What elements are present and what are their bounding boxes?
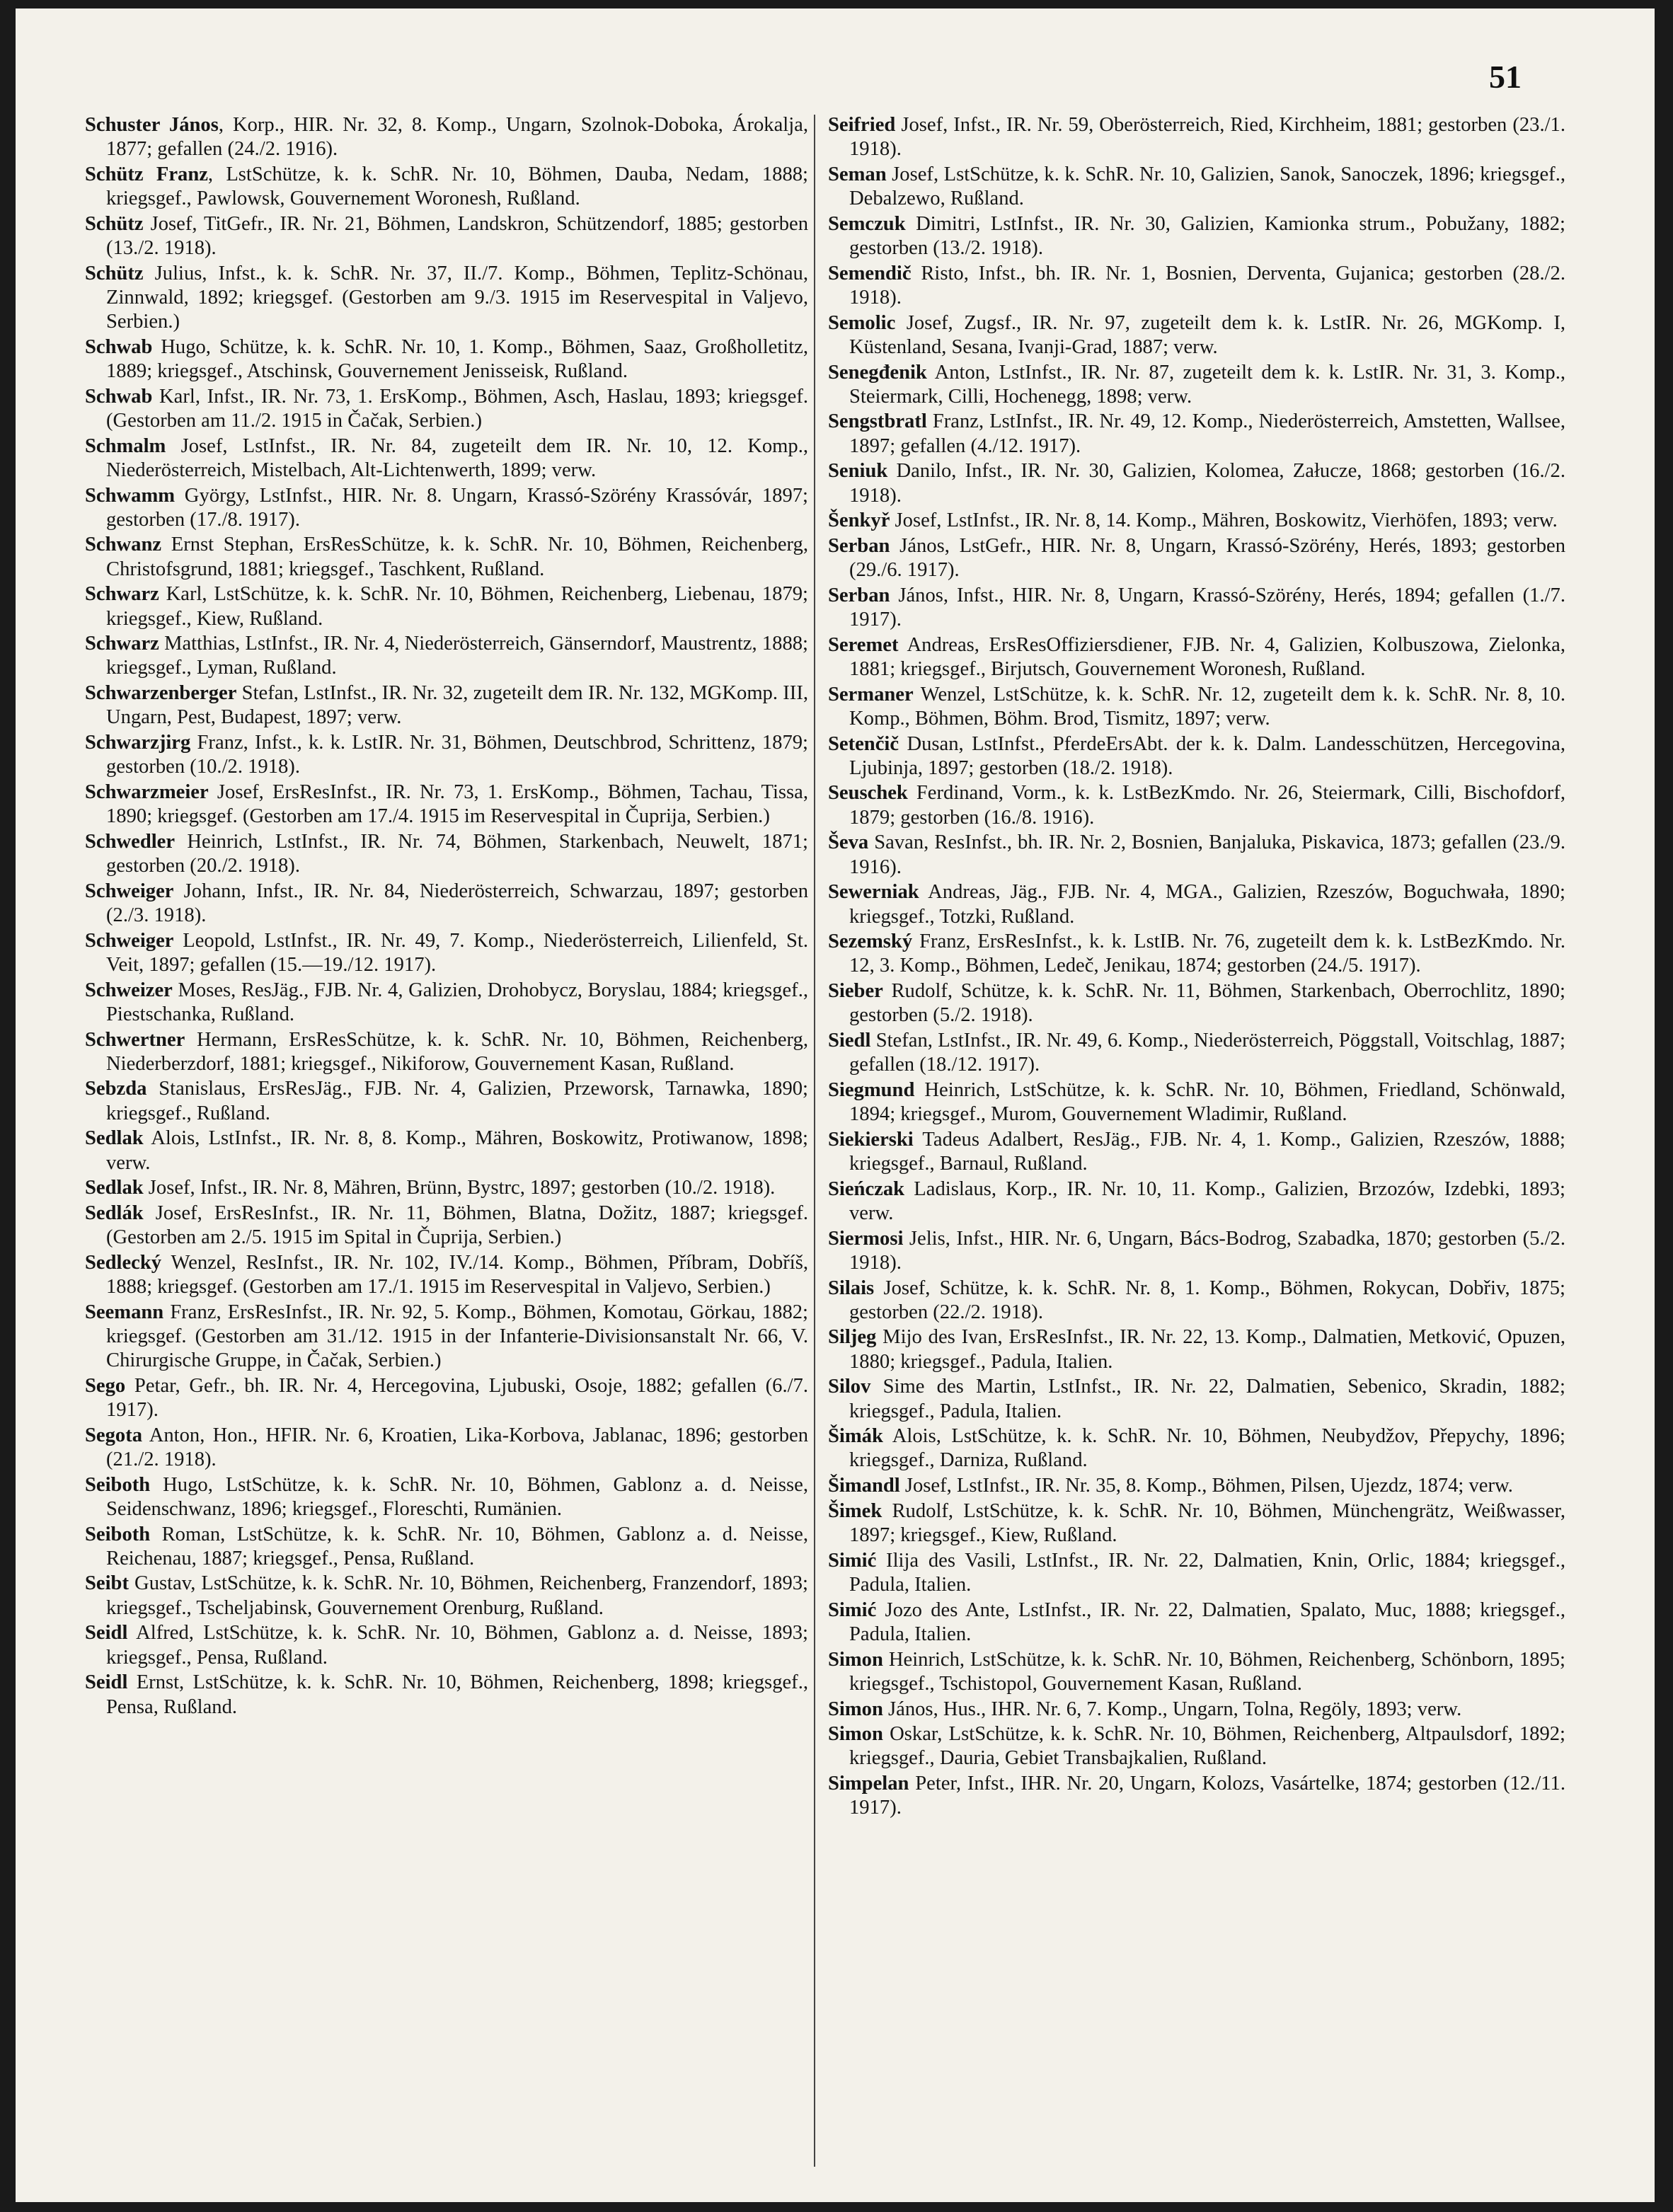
entry-details: Hermann, ErsResSchütze, k. k. SchR. Nr. 10, Böhmen, Reichenberg, Niederberzdorf, 1881; kriegsgef., Nikiforow, Gouvernement Kasan, Rußland.	[106, 1028, 808, 1075]
entry-details: Franz, LstInfst., IR. Nr. 49, 12. Komp., Niederösterreich, Amstetten, Wallsee, 1897; gefallen (4./12. 1917).	[849, 410, 1565, 457]
entry-surname: Senegđenik	[828, 361, 927, 384]
entry-surname: Seman	[828, 163, 887, 185]
register-entry	[828, 1648, 1565, 1696]
entry-details: Anton, Hon., HFIR. Nr. 6, Kroatien, Lika-Korbova, Jablanac, 1896; gestorben (21./2. 1918).	[106, 1424, 808, 1470]
entry-details: György, LstInfst., HIR. Nr. 8. Ungarn, Krassó-Szörény Krassóvár, 1897; gestorben (17./8. 1917).	[106, 484, 808, 531]
entry-details: Ilija des Vasili, LstInfst., IR. Nr. 22, Dalmatien, Knin, Orlic, 1884; kriegsgef., Padula, Italien.	[849, 1549, 1565, 1596]
entry-details: Josef, ErsResInfst., IR. Nr. 73, 1. ErsKomp., Böhmen, Tachau, Tissa, 1890; kriegsgef. (Gestorben am 17./4. 1915 im Reservespital in Čuprija, Serbien.)	[106, 780, 808, 828]
entry-surname: Sengstbratl	[828, 410, 927, 433]
entry-details: Josef, ErsResInfst., IR. Nr. 11, Böhmen, Blatna, Dožitz, 1887; kriegsgef. (Gestorben am 2./5. 1915 im Spital in Čuprija, Serbien.)	[106, 1202, 808, 1249]
entry-details: Risto, Infst., bh. IR. Nr. 1, Bosnien, Derventa, Gujanica; gestorben (28./2. 1918).	[849, 262, 1565, 309]
entry-surname: Sermaner	[828, 683, 914, 705]
register-entry	[828, 584, 1565, 632]
entry-details: Rudolf, LstSchütze, k. k. SchR. Nr. 10, Böhmen, Münchengrätz, Weißwasser, 1897; kriegsgef., Kiew, Rußland.	[849, 1499, 1565, 1547]
register-entry	[828, 1177, 1565, 1226]
register-entry	[85, 1572, 808, 1620]
entry-details: Alois, LstInfst., IR. Nr. 8, 8. Komp., Mähren, Boskowitz, Protiwanow, 1898; verw.	[106, 1127, 808, 1174]
entry-surname: Semczuk	[828, 212, 906, 235]
register-entry	[828, 311, 1565, 359]
entry-surname: Simon	[828, 1648, 883, 1671]
entry-surname: Schuster János	[85, 114, 219, 136]
entry-surname: Simpelan	[828, 1773, 909, 1795]
right-column	[828, 113, 1565, 1821]
entry-details: Ernst Stephan, ErsResSchütze, k. k. SchR. Nr. 10, Böhmen, Reichenberg, Christofsgrund, 1881; kriegsgef., Taschkent, Rußland.	[106, 534, 808, 580]
entry-surname: Sedlecký	[85, 1251, 162, 1274]
register-entry	[828, 262, 1565, 310]
register-entry	[828, 979, 1565, 1027]
entry-details: Mijo des Ivan, ErsResInfst., IR. Nr. 22, 13. Komp., Dalmatien, Metković, Opuzen, 1880; kriegsgef., Padula, Italien.	[849, 1326, 1565, 1373]
register-entry	[828, 1277, 1565, 1325]
register-entry	[85, 1424, 808, 1472]
register-entry	[85, 582, 808, 630]
entry-surname: Šenkyř	[828, 509, 890, 532]
register-entry	[85, 731, 808, 779]
entry-details: Jozo des Ante, LstInfst., IR. Nr. 22, Dalmatien, Spalato, Muc, 1888; kriegsgef., Padula, Italien.	[849, 1598, 1565, 1645]
entry-details: Ferdinand, Vorm., k. k. LstBezKmdo. Nr. 26, Steiermark, Cilli, Bischofdorf, 1879; gestorben (16./8. 1916).	[849, 782, 1565, 829]
entry-details: János, Infst., HIR. Nr. 8, Ungarn, Krassó-Szörény, Herés, 1894; gefallen (1./7. 1917).	[849, 584, 1565, 631]
entry-details: Tadeus Adalbert, ResJäg., FJB. Nr. 4, 1. Komp., Galizien, Rzeszów, 1888; kriegsgef., Barnaul, Rußland.	[849, 1128, 1565, 1175]
entry-surname: Schwarz	[85, 633, 159, 655]
register-entry	[828, 683, 1565, 731]
register-entry	[828, 1698, 1565, 1722]
entry-details: Josef, Infst., IR. Nr. 59, Oberösterreich, Ried, Kirchheim, 1881; gestorben (23./1. 1918).	[849, 114, 1565, 161]
entry-surname: Siermosi	[828, 1227, 904, 1250]
entry-surname: Schwab	[85, 385, 153, 408]
entry-surname: Sieber	[828, 980, 883, 1003]
entry-surname: Schwab	[85, 335, 153, 358]
entry-surname: Sewerniak	[828, 881, 919, 904]
entry-surname: Seifried	[828, 114, 896, 136]
register-entry	[828, 212, 1565, 260]
register-entry	[85, 1127, 808, 1175]
register-entry	[828, 361, 1565, 409]
register-entry	[828, 1549, 1565, 1597]
left-column	[85, 113, 808, 1720]
entry-surname: Simić	[828, 1549, 877, 1572]
register-entry	[85, 1028, 808, 1076]
register-entry	[85, 780, 808, 829]
entry-surname: Schütz Franz	[85, 163, 208, 185]
entry-surname: Šimandl	[828, 1475, 900, 1497]
entry-details: Josef, TitGefr., IR. Nr. 21, Böhmen, Landskron, Schützendorf, 1885; gestorben (13./2. 1918).	[106, 212, 808, 260]
register-entry	[828, 633, 1565, 681]
register-entry	[85, 1077, 808, 1125]
entry-surname: Simon	[828, 1698, 883, 1720]
register-entry	[85, 1301, 808, 1373]
entry-details: Gustav, LstSchütze, k. k. SchR. Nr. 10, Böhmen, Reichenberg, Franzendorf, 1893; kriegsgef., Tscheljabinsk, Gouvernement Orenburg, Rußland.	[106, 1572, 808, 1619]
register-entry	[85, 1473, 808, 1521]
register-entry	[85, 1671, 808, 1719]
entry-surname: Segota	[85, 1424, 143, 1446]
entry-surname: Simon	[828, 1723, 883, 1746]
entry-surname: Serban	[828, 534, 890, 557]
entry-surname: Seidl	[85, 1622, 128, 1644]
entry-surname: Siljeg	[828, 1326, 877, 1349]
entry-details: Alois, LstSchütze, k. k. SchR. Nr. 10, Böhmen, Neubydžov, Přepychy, 1896; kriegsgef., Darniza, Rußland.	[849, 1425, 1565, 1472]
entry-surname: Seiboth	[85, 1523, 151, 1545]
page-number: 51	[1489, 59, 1522, 95]
entry-details: Karl, Infst., IR. Nr. 73, 1. ErsKomp., Böhmen, Asch, Haslau, 1893; kriegsgef. (Gestorben am 11./2. 1915 in Čačak, Serbien.)	[106, 385, 808, 432]
register-entry	[828, 1722, 1565, 1770]
register-entry	[828, 930, 1565, 978]
entry-details: Leopold, LstInfst., IR. Nr. 49, 7. Komp., Niederösterreich, Lilienfeld, St. Veit, 1897; gefallen (15.—19./12. 1917).	[106, 929, 808, 976]
register-entry	[828, 1424, 1565, 1473]
register-entry	[85, 335, 808, 384]
entry-details: Heinrich, LstSchütze, k. k. SchR. Nr. 10, Böhmen, Friedland, Schönwald, 1894; kriegsgef., Murom, Gouvernement Wladimir, Rußland.	[849, 1078, 1565, 1126]
register-entry	[85, 880, 808, 928]
register-entry	[828, 534, 1565, 582]
register-entry	[828, 163, 1565, 211]
entry-surname: Ševa	[828, 831, 869, 854]
entry-details: Josef, LstInfst., IR. Nr. 8, 14. Komp., Mähren, Boskowitz, Vierhöfen, 1893; verw.	[890, 509, 1558, 532]
register-entry	[85, 533, 808, 581]
entry-surname: Sedlak	[85, 1177, 144, 1199]
entry-surname: Schweiger	[85, 880, 174, 902]
entry-surname: Schwedler	[85, 830, 176, 853]
entry-surname: Semendič	[828, 262, 912, 284]
entry-details: Franz, ErsResInfst., IR. Nr. 92, 5. Komp., Böhmen, Komotau, Görkau, 1882; kriegsgef. (Gestorben am 31./12. 1915 in der Infanterie-Divisionsanstalt Nr. 66, V. Chirurgische Gruppe, in Čačak, Serbien.)	[106, 1301, 808, 1372]
entry-details: , Korp., HIR. Nr. 32, 8. Komp., Ungarn, Szolnok-Doboka, Árokalja, 1877; gefallen (24./2. 1916).	[106, 114, 808, 161]
register-entry	[85, 1523, 808, 1571]
entry-surname: Sezemský	[828, 931, 913, 953]
register-entry	[85, 979, 808, 1027]
register-entry	[85, 163, 808, 211]
entry-surname: Schwertner	[85, 1028, 185, 1051]
entry-surname: Sebzda	[85, 1078, 147, 1100]
entry-surname: Šimák	[828, 1425, 883, 1448]
register-entry	[828, 1772, 1565, 1820]
register-entry	[85, 434, 808, 483]
entry-surname: Sieńczak	[828, 1177, 905, 1200]
register-entry	[828, 113, 1565, 161]
entry-details: Karl, LstSchütze, k. k. SchR. Nr. 10, Böhmen, Reichenberg, Liebenau, 1879; kriegsgef., Kiew, Rußland.	[106, 583, 808, 630]
register-entry	[85, 113, 808, 161]
register-entry	[828, 1499, 1565, 1548]
register-entry	[85, 929, 808, 977]
register-entry	[828, 1325, 1565, 1373]
entry-details: Josef, LstSchütze, k. k. SchR. Nr. 10, Galizien, Sanok, Sanoczek, 1896; kriegsgef., Debalzewo, Rußland.	[849, 163, 1565, 210]
entry-details: Peter, Infst., IHR. Nr. 20, Ungarn, Kolozs, Vasártelke, 1874; gestorben (12./11. 1917).	[849, 1773, 1565, 1819]
entry-details: János, LstGefr., HIR. Nr. 8, Ungarn, Krassó-Szörény, Herés, 1893; gestorben (29./6. 1917).	[849, 534, 1565, 582]
entry-surname: Schütz	[85, 262, 144, 284]
entry-details: Petar, Gefr., bh. IR. Nr. 4, Hercegovina, Ljubuski, Osoje, 1882; gefallen (6./7. 1917).	[106, 1374, 808, 1422]
entry-details: Dimitri, LstInfst., IR. Nr. 30, Galizien, Kamionka strum., Pobužany, 1882; gestorben (13./2. 1918).	[849, 212, 1565, 260]
entry-surname: Siedl	[828, 1030, 871, 1052]
register-entry	[85, 1176, 808, 1200]
entry-surname: Semolic	[828, 311, 896, 334]
entry-surname: Silov	[828, 1376, 871, 1398]
entry-details: János, Hus., IHR. Nr. 6, 7. Komp., Ungarn, Tolna, Regöly, 1893; verw.	[883, 1698, 1462, 1720]
register-entry	[85, 385, 808, 433]
entry-details: Ladislaus, Korp., IR. Nr. 10, 11. Komp., Galizien, Brzozów, Izdebki, 1893; verw.	[849, 1177, 1565, 1224]
entry-details: Josef, Schütze, k. k. SchR. Nr. 8, 1. Komp., Böhmen, Rokycan, Dobřiv, 1875; gestorben (22./2. 1918).	[849, 1277, 1565, 1323]
book-page	[16, 8, 1655, 2202]
register-entry	[828, 781, 1565, 829]
entry-details: Matthias, LstInfst., IR. Nr. 4, Niederösterreich, Gänserndorf, Maustrentz, 1888; kriegsgef., Lyman, Rußland.	[106, 633, 808, 679]
register-entry	[828, 410, 1565, 458]
entry-details: Josef, Zugsf., IR. Nr. 97, zugeteilt dem k. k. LstIR. Nr. 26, MGKomp. I, Küstenland, Sesana, Ivanji-Grad, 1887; verw.	[849, 311, 1565, 358]
entry-surname: Schwarzjirg	[85, 732, 191, 754]
entry-surname: Schwarz	[85, 583, 159, 606]
column-divider	[814, 115, 815, 2167]
entry-surname: Šimek	[828, 1499, 883, 1522]
entry-details: Stanislaus, ErsResJäg., FJB. Nr. 4, Galizien, Przeworsk, Tarnawka, 1890; kriegsgef., Rußland.	[106, 1078, 808, 1124]
register-entry	[85, 1621, 808, 1669]
register-entry	[828, 732, 1565, 780]
entry-surname: Schwanz	[85, 534, 162, 556]
register-entry	[85, 1374, 808, 1422]
entry-details: Franz, Infst., k. k. LstIR. Nr. 31, Böhmen, Deutschbrod, Schrittenz, 1879; gestorben (10./2. 1918).	[106, 732, 808, 778]
entry-details: Stefan, LstInfst., IR. Nr. 49, 6. Komp., Niederösterreich, Pöggstall, Voitschlag, 1887; gefallen (18./12. 1917).	[849, 1030, 1565, 1076]
entry-details: Ernst, LstSchütze, k. k. SchR. Nr. 10, Böhmen, Reichenberg, 1898; kriegsgef., Pensa, Rußland.	[106, 1671, 808, 1718]
entry-surname: Seremet	[828, 633, 899, 656]
entry-surname: Sego	[85, 1374, 126, 1397]
entry-details: Roman, LstSchütze, k. k. SchR. Nr. 10, Böhmen, Gablonz a. d. Neisse, Reichenau, 1887; kriegsgef., Pensa, Rußland.	[106, 1523, 808, 1569]
entry-details: Savan, ResInfst., bh. IR. Nr. 2, Bosnien, Banjaluka, Piskavica, 1873; gefallen (23./9. 1916).	[849, 831, 1565, 878]
entry-details: , LstSchütze, k. k. SchR. Nr. 10, Böhmen, Dauba, Nedam, 1888; kriegsgef., Pawlowsk, Gouvernement Woronesh, Rußland.	[106, 163, 808, 210]
entry-details: Andreas, ErsResOffiziersdiener, FJB. Nr. 4, Galizien, Kolbuszowa, Zielonka, 1881; kriegsgef., Birjutsch, Gouvernement Woronesh, Rußland.	[849, 633, 1565, 680]
entry-surname: Schütz	[85, 212, 144, 235]
register-entry	[828, 459, 1565, 507]
entry-surname: Seidl	[85, 1671, 128, 1694]
entry-surname: Siegmund	[828, 1078, 915, 1101]
entry-surname: Schwarzenberger	[85, 682, 237, 705]
entry-surname: Seniuk	[828, 460, 888, 483]
entry-details: Oskar, LstSchütze, k. k. SchR. Nr. 10, Böhmen, Reichenberg, Altpaulsdorf, 1892; kriegsgef., Dauria, Gebiet Transbajkalien, Rußland.	[849, 1723, 1565, 1770]
entry-details: Wenzel, LstSchütze, k. k. SchR. Nr. 12, zugeteilt dem k. k. SchR. Nr. 8, 10. Komp., Böhmen, Böhm. Brod, Tismitz, 1897; verw.	[849, 683, 1565, 730]
entry-surname: Sedlák	[85, 1202, 144, 1224]
entry-surname: Silais	[828, 1277, 875, 1299]
register-entry	[85, 1251, 808, 1299]
register-entry	[85, 212, 808, 260]
entry-details: Josef, Infst., IR. Nr. 8, Mähren, Brünn, Bystrc, 1897; gestorben (10./2. 1918).	[143, 1177, 776, 1199]
register-entry	[85, 484, 808, 532]
entry-surname: Seuschek	[828, 782, 908, 805]
entry-details: Moses, ResJäg., FJB. Nr. 4, Galizien, Drohobycz, Boryslau, 1884; kriegsgef., Piestschanka, Rußland.	[106, 979, 808, 1025]
entry-details: Alfred, LstSchütze, k. k. SchR. Nr. 10, Böhmen, Gablonz a. d. Neisse, 1893; kriegsgef., Pensa, Rußland.	[106, 1622, 808, 1669]
register-entry	[828, 1029, 1565, 1077]
entry-details: Josef, LstInfst., IR. Nr. 84, zugeteilt dem IR. Nr. 10, 12. Komp., Niederösterreich, Mistelbach, Alt-Lichtenwerth, 1899; verw.	[106, 434, 808, 481]
entry-details: Danilo, Infst., IR. Nr. 30, Galizien, Kolomea, Załucze, 1868; gestorben (16./2. 1918).	[849, 460, 1565, 507]
entry-details: Franz, ErsResInfst., k. k. LstIB. Nr. 76, zugeteilt dem k. k. LstBezKmdo. Nr. 12, 3. Komp., Böhmen, Ledeč, Jenikau, 1874; gestorben (24./5. 1917).	[849, 931, 1565, 977]
entry-surname: Seiboth	[85, 1473, 151, 1496]
register-entry	[828, 831, 1565, 879]
entry-details: Julius, Infst., k. k. SchR. Nr. 37, II./7. Komp., Böhmen, Teplitz-Schönau, Zinnwald, 1892; kriegsgef. (Gestorben am 9./3. 1915 im Reservespital in Valjevo, Serbien.)	[106, 262, 808, 333]
register-entry	[828, 1128, 1565, 1176]
entry-details: Sime des Martin, LstInfst., IR. Nr. 22, Dalmatien, Sebenico, Skradin, 1882; kriegsgef., Padula, Italien.	[849, 1376, 1565, 1422]
entry-surname: Simić	[828, 1598, 877, 1621]
register-entry	[85, 1202, 808, 1250]
register-entry	[828, 1474, 1565, 1498]
entry-details: Wenzel, ResInfst., IR. Nr. 102, IV./14. Komp., Böhmen, Příbram, Dobříš, 1888; kriegsgef. (Gestorben am 17./1. 1915 im Reservespital in Valjevo, Serbien.)	[106, 1251, 808, 1298]
entry-surname: Setenčič	[828, 732, 899, 755]
entry-surname: Seibt	[85, 1572, 129, 1595]
entry-surname: Serban	[828, 584, 890, 606]
register-entry	[85, 262, 808, 335]
entry-details: Johann, Infst., IR. Nr. 84, Niederösterreich, Schwarzau, 1897; gestorben (2./3. 1918).	[106, 880, 808, 926]
entry-details: Anton, LstInfst., IR. Nr. 87, zugeteilt dem k. k. LstIR. Nr. 31, 3. Komp., Steiermark, Cilli, Hochenegg, 1898; verw.	[849, 361, 1565, 408]
entry-details: Hugo, Schütze, k. k. SchR. Nr. 10, 1. Komp., Böhmen, Saaz, Großholletitz, 1889; kriegsgef., Atschinsk, Gouvernement Jenisseisk, Rußland.	[106, 335, 808, 383]
entry-details: Josef, LstInfst., IR. Nr. 35, 8. Komp., Böhmen, Pilsen, Ujezdz, 1874; verw.	[899, 1475, 1513, 1497]
entry-details: Heinrich, LstInfst., IR. Nr. 74, Böhmen, Starkenbach, Neuwelt, 1871; gestorben (20./2. 1918).	[106, 830, 808, 877]
entry-surname: Seemann	[85, 1301, 164, 1323]
entry-surname: Sedlak	[85, 1127, 144, 1150]
register-entry	[828, 1227, 1565, 1275]
entry-details: Rudolf, Schütze, k. k. SchR. Nr. 11, Böhmen, Starkenbach, Oberrochlitz, 1890; gestorben (5./2. 1918).	[849, 980, 1565, 1027]
register-entry	[828, 509, 1565, 533]
register-entry	[828, 880, 1565, 928]
entry-details: Jelis, Infst., HIR. Nr. 6, Ungarn, Bács-Bodrog, Szabadka, 1870; gestorben (5./2. 1918).	[849, 1227, 1565, 1274]
entry-details: Hugo, LstSchütze, k. k. SchR. Nr. 10, Böhmen, Gablonz a. d. Neisse, Seidenschwanz, 1896; kriegsgef., Floreschti, Rumänien.	[106, 1473, 808, 1520]
entry-surname: Schwamm	[85, 484, 176, 507]
entry-surname: Schmalm	[85, 434, 166, 457]
register-entry	[85, 632, 808, 680]
register-entry	[828, 1375, 1565, 1423]
register-entry	[85, 681, 808, 730]
entry-details: Heinrich, LstSchütze, k. k. SchR. Nr. 10, Böhmen, Reichenberg, Schönborn, 1895; kriegsgef., Tschistopol, Gouvernement Kasan, Rußland.	[849, 1648, 1565, 1695]
entry-surname: Siekierski	[828, 1128, 914, 1151]
entry-details: Dusan, LstInfst., PferdeErsAbt. der k. k. Dalm. Landesschützen, Hercegovina, Ljubinja, 1897; gestorben (18./2. 1918).	[849, 732, 1565, 779]
register-entry	[828, 1078, 1565, 1127]
entry-surname: Schwarzmeier	[85, 780, 209, 803]
register-entry	[85, 830, 808, 878]
entry-details: Stefan, LstInfst., IR. Nr. 32, zugeteilt dem IR. Nr. 132, MGKomp. III, Ungarn, Pest, Budapest, 1897; verw.	[106, 682, 808, 729]
entry-surname: Schweiger	[85, 929, 174, 952]
entry-details: Andreas, Jäg., FJB. Nr. 4, MGA., Galizien, Rzeszów, Boguchwała, 1890; kriegsgef., Totzki, Rußland.	[849, 881, 1565, 928]
entry-surname: Schweizer	[85, 979, 173, 1001]
register-entry	[828, 1598, 1565, 1647]
